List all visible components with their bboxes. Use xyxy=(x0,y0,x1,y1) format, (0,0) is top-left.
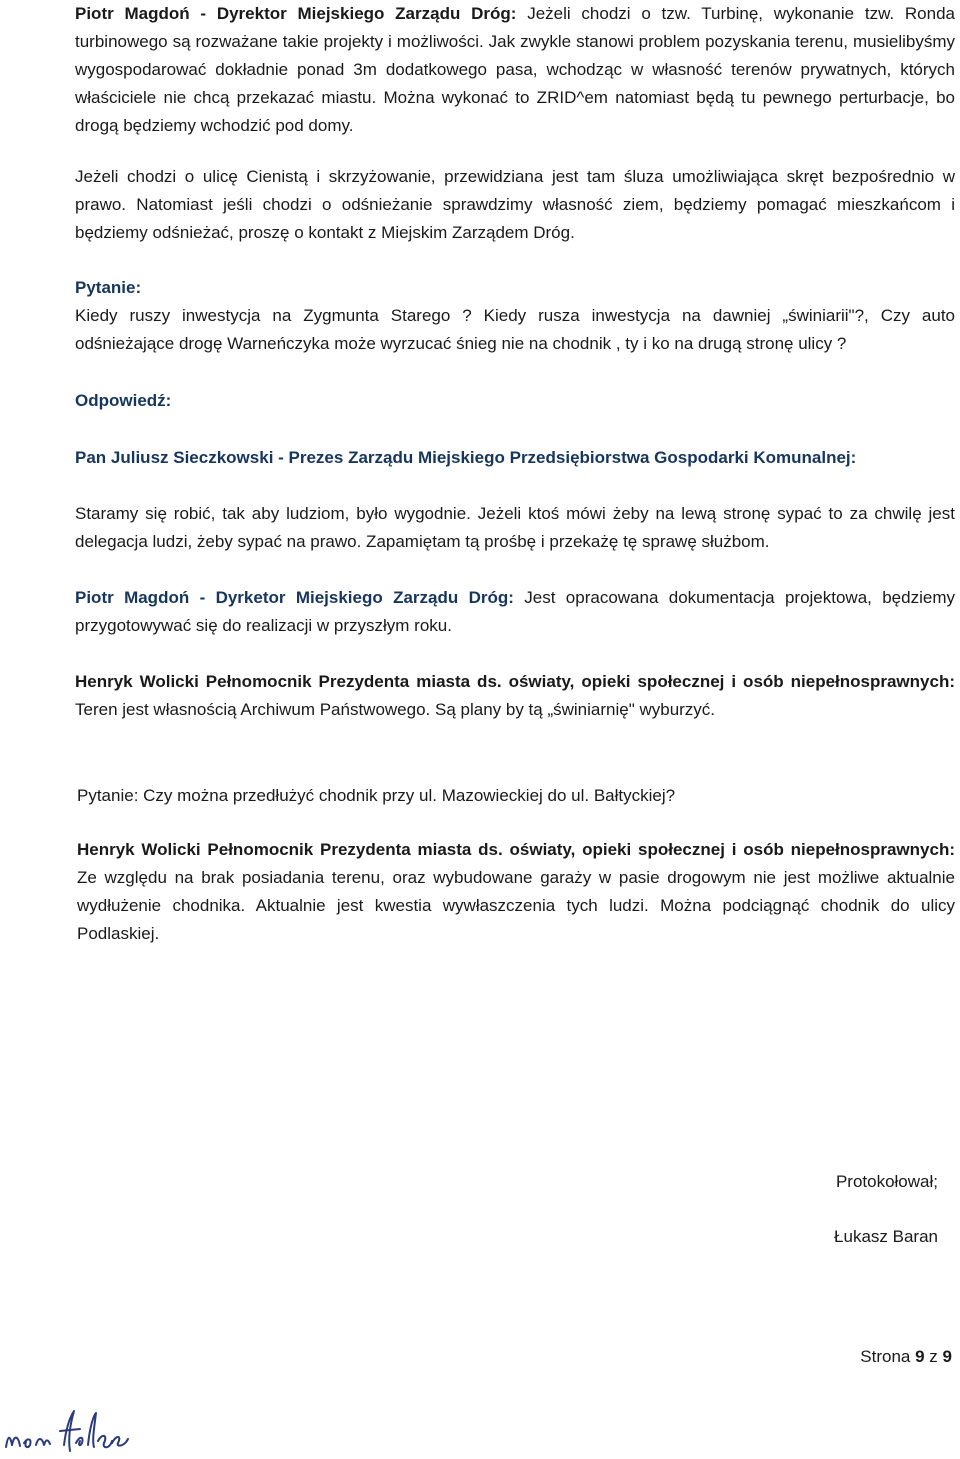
paragraph-text: Jeżeli chodzi o tzw. Turbinę, wykonanie tzw. Ronda turbinowego są rozważane takie projekty i możliwości. Jak zwykle stanowi problem pozyskania terenu, musielibyśmy wygospodarować dokładnie ponad 3m dodatkowego pasa, wchodząc w własność terenów prywatnych, których właściciele nie chcą przekazać miastu. Można wykonać to ZRID^em natomiast będą tu pewnego perturbacje, bo drogą będziemy wchodzić pod domy. xyxy=(75,4,955,135)
signoff-name: Łukasz Baran xyxy=(834,1227,938,1246)
speaker-heading-sieczkowski: Pan Juliusz Sieczkowski - Prezes Zarządu Miejskiego Przedsiębiorstwa Gospodarki Komunalnej: xyxy=(75,448,857,467)
paragraph-text: Jeżeli chodzi o ulicę Cienistą i skrzyżowanie, przewidziana jest tam śluza umożliwiająca skręt bezpośrednio w prawo. Natomiast jeśli chodzi o odśnieżanie sprawdzimy własność ziem, będziemy pomagać mieszkańcom i będziemy odśnieżać, proszę o kontakt z Miejskim Zarządem Dróg. xyxy=(75,167,955,242)
paragraph-sieczkowski-answer xyxy=(75,500,955,556)
page-number-separator: z xyxy=(924,1347,943,1366)
speaker-label: Piotr Magdoń - Dyrektor Miejskiego Zarządu Dróg: xyxy=(75,4,517,23)
page-number xyxy=(860,1347,952,1367)
paragraph-text: Ze względu na brak posiadania terenu, oraz wybudowane garaży w pasie drogowym nie jest możliwe aktualnie wydłużenie chodnika. Aktualnie jest kwestia wywłaszczenia tych ludzi. Można podciągnąć chodnik do ulicy Podlaskiej. xyxy=(77,868,955,943)
paragraph-text: Pytanie: Czy można przedłużyć chodnik przy ul. Mazowieckiej do ul. Bałtyckiej? xyxy=(77,786,676,805)
speaker-label: Piotr Magdoń - Dyrketor Miejskiego Zarządu Dróg: xyxy=(75,588,514,607)
paragraph-wolicki-sidewalk xyxy=(77,836,955,948)
paragraph-text: Staramy się robić, tak aby ludziom, było wygodnie. Jeżeli ktoś mówi żeby na lewą stronę sypać to za chwilę jest delegacja ludzi, żeby sypać na prawo. Zapamiętam tą prośbę i przekażę tę sprawę służbom. xyxy=(75,504,955,551)
paragraph-text: Jest opracowana dokumentacja projektowa, będziemy przygotowywać się do realizacji w przyszłym roku. xyxy=(75,588,955,635)
speaker-label: Henryk Wolicki Pełnomocnik Prezydenta miasta ds. oświaty, opieki społecznej i osób niepełnosprawnych: xyxy=(75,672,955,691)
paragraph-magdon-documentation xyxy=(75,584,955,640)
handwritten-signature-icon xyxy=(0,1405,140,1459)
question-text xyxy=(75,302,955,358)
answer-heading: Odpowiedź: xyxy=(75,391,172,410)
signoff-label: Protokołował; xyxy=(835,1172,938,1191)
speaker-label: Henryk Wolicki Pełnomocnik Prezydenta miasta ds. oświaty, opieki społecznej i osób niepełnosprawnych: xyxy=(77,840,955,859)
question-heading: Pytanie: xyxy=(75,278,142,297)
paragraph-wolicki-archive xyxy=(75,668,955,724)
page-number-prefix: Strona xyxy=(860,1347,916,1366)
paragraph-text: Teren jest własnością Archiwum Państwowego. Są plany by tą „świniarnię" wyburzyć. xyxy=(75,700,716,719)
paragraph-magdon-turbine xyxy=(75,0,955,140)
page-number-total: 9 xyxy=(942,1347,952,1366)
paragraph-text: Kiedy ruszy inwestycja na Zygmunta Starego ? Kiedy rusza inwestycja na dawniej „świniarii"?, Czy auto odśnieżające drogę Warneńczyka może wyrzucać śnieg nie na chodnik , ty i ko na drugą stronę ulicy ? xyxy=(75,306,955,353)
page-number-current: 9 xyxy=(915,1347,925,1366)
paragraph-cienista xyxy=(75,163,955,247)
question-mazowiecka xyxy=(77,782,675,810)
